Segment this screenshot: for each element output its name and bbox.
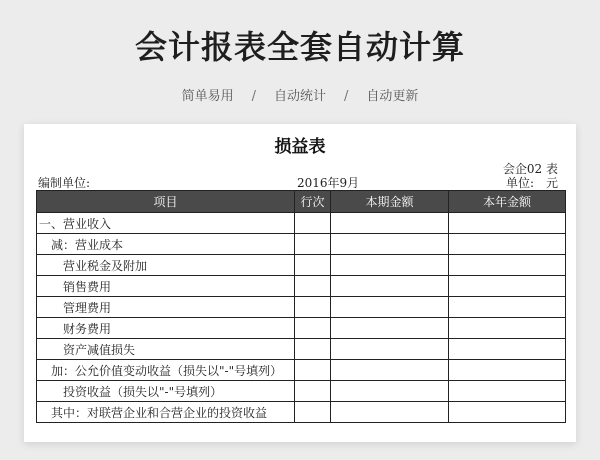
table-row <box>37 318 566 339</box>
form-number: 会企02 表 <box>502 162 558 176</box>
table-row <box>37 276 566 297</box>
cell-ytd-amount[interactable] <box>449 234 566 255</box>
header-line-no: 行次 <box>295 191 331 213</box>
cell-line-no[interactable] <box>295 213 331 234</box>
cell-line-no[interactable] <box>295 360 331 381</box>
report-period: 2016年9月 <box>297 176 360 190</box>
cell-ytd-amount[interactable] <box>449 297 566 318</box>
cell-item: 减：营业成本 <box>37 234 295 255</box>
cell-line-no[interactable] <box>295 255 331 276</box>
cell-line-no[interactable] <box>295 381 331 402</box>
cell-item: 营业税金及附加 <box>37 255 295 276</box>
cell-ytd-amount[interactable] <box>449 255 566 276</box>
cell-current-amount[interactable] <box>331 318 449 339</box>
table-header-row <box>37 191 566 213</box>
cell-line-no[interactable] <box>295 276 331 297</box>
cell-current-amount[interactable] <box>331 339 449 360</box>
table-row <box>37 381 566 402</box>
cell-ytd-amount[interactable] <box>449 318 566 339</box>
cell-item: 投资收益（损失以"-"号填列） <box>37 381 295 402</box>
tagline <box>0 85 600 104</box>
table-row <box>37 339 566 360</box>
cell-item: 财务费用 <box>37 318 295 339</box>
cell-current-amount[interactable] <box>331 276 449 297</box>
tagline-easy: 简单易用 <box>181 89 234 104</box>
sheet-title: 损益表 <box>274 137 326 157</box>
cell-ytd-amount[interactable] <box>449 402 566 423</box>
banner-title: 会计报表全套自动计算 <box>134 28 465 66</box>
cell-ytd-amount[interactable] <box>449 381 566 402</box>
header-current-period: 本期金额 <box>331 191 449 213</box>
tagline-auto-update: 自动更新 <box>366 89 419 104</box>
cell-item: 管理费用 <box>37 297 295 318</box>
header-year-to-date: 本年金额 <box>449 191 566 213</box>
cell-current-amount[interactable] <box>331 234 449 255</box>
cell-ytd-amount[interactable] <box>449 339 566 360</box>
cell-item: 资产减值损失 <box>37 339 295 360</box>
cell-ytd-amount[interactable] <box>449 276 566 297</box>
cell-current-amount[interactable] <box>331 360 449 381</box>
cell-line-no[interactable] <box>295 339 331 360</box>
cell-line-no[interactable] <box>295 402 331 423</box>
table-row <box>37 255 566 276</box>
organization-label: 编制单位: <box>38 176 91 190</box>
income-statement-sheet <box>24 124 576 442</box>
cell-item: 销售费用 <box>37 276 295 297</box>
cell-item: 加：公允价值变动收益（损失以"-"号填列） <box>37 360 295 381</box>
table-row <box>37 297 566 318</box>
income-statement-table <box>36 190 566 423</box>
tagline-auto-stats: 自动统计 <box>273 89 326 104</box>
table-row <box>37 213 566 234</box>
cell-current-amount[interactable] <box>331 213 449 234</box>
table-row <box>37 402 566 423</box>
cell-item: 其中：对联营企业和合营企业的投资收益 <box>37 402 295 423</box>
cell-current-amount[interactable] <box>331 255 449 276</box>
tagline-separator: / <box>344 89 349 104</box>
tagline-separator: / <box>251 89 256 104</box>
cell-ytd-amount[interactable] <box>449 213 566 234</box>
cell-line-no[interactable] <box>295 297 331 318</box>
header-item: 项目 <box>37 191 295 213</box>
cell-line-no[interactable] <box>295 318 331 339</box>
cell-current-amount[interactable] <box>331 297 449 318</box>
cell-item: 一、营业收入 <box>37 213 295 234</box>
cell-line-no[interactable] <box>295 234 331 255</box>
table-row <box>37 360 566 381</box>
unit-label: 单位: 元 <box>505 176 558 190</box>
cell-current-amount[interactable] <box>331 402 449 423</box>
cell-current-amount[interactable] <box>331 381 449 402</box>
table-row <box>37 234 566 255</box>
cell-ytd-amount[interactable] <box>449 360 566 381</box>
